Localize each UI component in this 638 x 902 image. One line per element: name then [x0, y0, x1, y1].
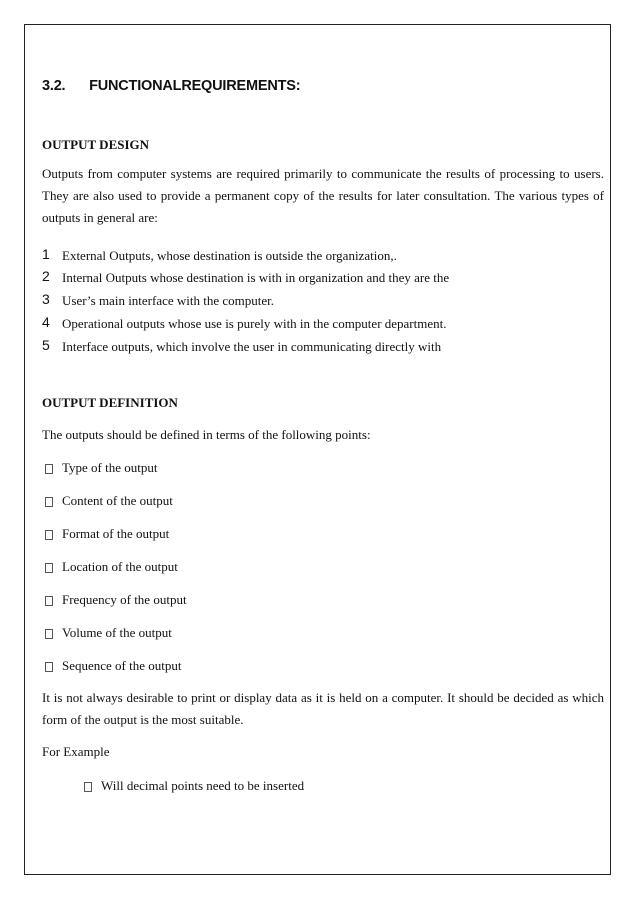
list-item-number: 5 — [42, 337, 50, 353]
example-point-text: Will decimal points need to be inserted — [101, 778, 305, 793]
point-text: Format of the output — [62, 526, 170, 541]
checkbox-bullet-icon — [45, 464, 53, 474]
point-text: Frequency of the output — [62, 592, 187, 607]
output-design-heading: OUTPUT DESIGN — [42, 137, 150, 152]
list-item-number: 2 — [42, 268, 50, 284]
point-text: Location of the output — [62, 559, 178, 574]
section-heading — [42, 78, 300, 94]
checkbox-bullet-icon — [45, 530, 53, 540]
list-item-text: Operational outputs whose use is purely with in the computer department. — [62, 316, 447, 331]
point-text: Type of the output — [62, 460, 158, 475]
list-item-text: Internal Outputs whose destination is with in organization and they are the — [62, 270, 450, 285]
list-item-text: Interface outputs, which involve the user in communicating directly with — [62, 339, 442, 354]
point-text: Content of the output — [62, 493, 173, 508]
list-item-number: 3 — [42, 291, 50, 307]
section-number: 3.2. — [42, 78, 66, 94]
checkbox-bullet-icon — [45, 629, 53, 639]
checkbox-bullet-icon — [45, 497, 53, 507]
list-item-text: External Outputs, whose destination is outside the organization,. — [62, 248, 397, 263]
output-definition-paragraph: It is not always desirable to print or display data as it is held on a computer. It should be decided as which form of the output is the most suitable. — [42, 690, 604, 727]
point-text: Sequence of the output — [62, 658, 182, 673]
list-item-text: User’s main interface with the computer. — [62, 293, 275, 308]
checkbox-bullet-icon — [45, 662, 53, 672]
checkbox-bullet-icon — [45, 596, 53, 606]
section-title: FUNCTIONALREQUIREMENTS: — [89, 78, 301, 94]
checkbox-bullet-icon — [45, 563, 53, 573]
output-definition-intro: The outputs should be defined in terms of the following points: — [42, 427, 371, 442]
checkbox-bullet-icon — [84, 782, 92, 792]
list-item-number: 1 — [42, 246, 50, 262]
list-item-number: 4 — [42, 314, 50, 330]
point-text: Volume of the output — [62, 625, 172, 640]
example-label: For Example — [42, 744, 110, 759]
output-design-paragraph: Outputs from computer systems are required primarily to communicate the results of processing to users. They are also used to provide a permanent copy of the results for later consultation. The various types of outputs in general are: — [42, 166, 604, 225]
output-definition-heading: OUTPUT DEFINITION — [42, 395, 178, 410]
